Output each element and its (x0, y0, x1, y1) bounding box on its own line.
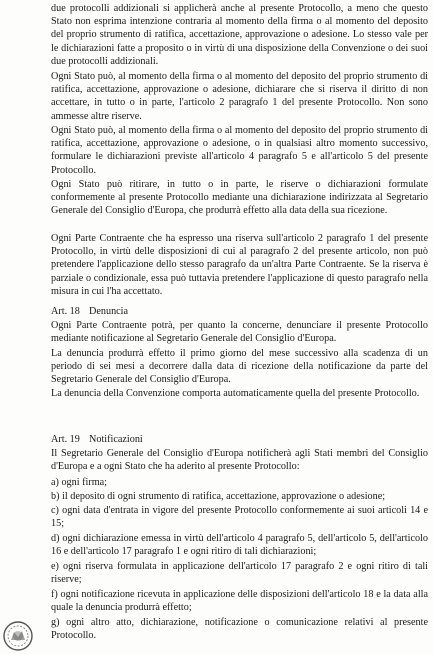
paragraph-continuation: due protocolli addizionali si applicherà anche al presente Protocollo, a meno che questo Stato non esprima intenzione contraria al momento della firma o al momento del deposito del proprio strumento di ratifica, accettazione, approvazione o adesione. Lo stesso vale per le dichiarazioni fatte a proposito o in virtù di una disposizione della Convenzione o dei suoi due protocolli addizionali. (51, 3, 428, 67)
article-18-heading (51, 305, 128, 318)
paragraph-reservations: Ogni Stato può, al momento della firma o al momento del deposito del proprio strumento di ratifica, accettazione, approvazione o adesione, dichiarare che si riserva il diritto di non accettare, in tutto o in parte, l'articolo 2 paragrafo 1 del presente Protocollo. Non sono ammesse altre riserve. (51, 71, 428, 122)
article-18-paragraph-1: Ogni Parte Contraente potrà, per quanto la concerne, denunciare il presente Protocollo mediante notificazione al Segretario Generale del Consiglio d'Europa. (51, 320, 428, 345)
article-18-title: Denuncia (89, 306, 129, 317)
list-item: d) ogni dichiarazione emessa in virtù dell'articolo 4 paragrafo 5, dell'articolo 5, dell'articolo 16 e dell'articolo 17 paragrafo 1 e ogni ritiro di tali dichiarazioni; (51, 533, 428, 558)
list-item: g) ogni altro atto, dichiarazione, notificazione o comunicazione relativi al presente Protocollo. (51, 617, 428, 642)
article-19-heading (51, 433, 143, 446)
list-item: b) il deposito di ogni strumento di ratifica, accettazione, approvazione o adesione; (51, 491, 386, 502)
article-18-paragraph-2: La denuncia produrrà effetto il primo giorno del mese successivo alla scadenza di un periodo di sei mesi a decorrere dalla data di ricezione della notificazione da parte del Segretario Generale del Consiglio d'Europa. (51, 348, 428, 386)
paragraph-reciprocity: Ogni Parte Contraente che ha espresso una riserva sull'articolo 2 paragrafo 1 del presente Protocollo, in virtù delle disposizioni di cui al paragrafo 2 del presente articolo, non può pretendere l'applicazione dello stesso paragrafo da un'altra Parte Contraente. Se la riserva è parziale o condizionale, essa può tuttavia pretendere l'applicazione di questo paragrafo nella misura in cui l'ha accettato. (51, 233, 428, 297)
list-item: a) ogni firma; (51, 477, 108, 488)
article-19-number: Art. 19 (51, 434, 80, 445)
article-18-paragraph-3: La denuncia della Convenzione comporta automaticamente quella del presente Protocollo. (51, 388, 420, 399)
paragraph-withdrawal: Ogni Stato può ritirare, in tutto o in parte, le riserve o dichiarazioni formulate conformemente al presente Protocollo mediante una dichiarazione indirizzata al Segretario Generale del Consiglio d'Europa, che produrrà effetto alla data della sua ricezione. (51, 179, 428, 217)
article-18-number: Art. 18 (51, 306, 80, 317)
paragraph-declarations: Ogni Stato può, al momento della firma o al momento del deposito del proprio strumento di ratifica, accettazione, approvazione o adesione, o in qualsiasi altro momento successivo, formulare le dichiarazioni previste all'articolo 4 paragrafo 5 e all'articolo 5 del presente Protocollo. (51, 125, 428, 176)
official-stamp-icon (2, 620, 34, 652)
article-19-title: Notificazioni (89, 434, 143, 445)
article-19-intro: Il Segretario Generale del Consiglio d'Europa notificherà agli Stati membri del Consiglio d'Europa e a ogni Stato che ha aderito al presente Protocollo: (51, 448, 428, 473)
list-item: f) ogni notificazione ricevuta in applicazione delle disposizioni dell'articolo 18 e la data alla quale la denuncia produrrà effetto; (51, 589, 428, 614)
list-item: c) ogni data d'entrata in vigore del presente Protocollo conformemente ai suoi articoli 14 e 15; (51, 505, 428, 530)
list-item: e) ogni riserva formulata in applicazione dell'articolo 17 paragrafo 2 e ogni ritiro di tali riserve; (51, 561, 428, 586)
